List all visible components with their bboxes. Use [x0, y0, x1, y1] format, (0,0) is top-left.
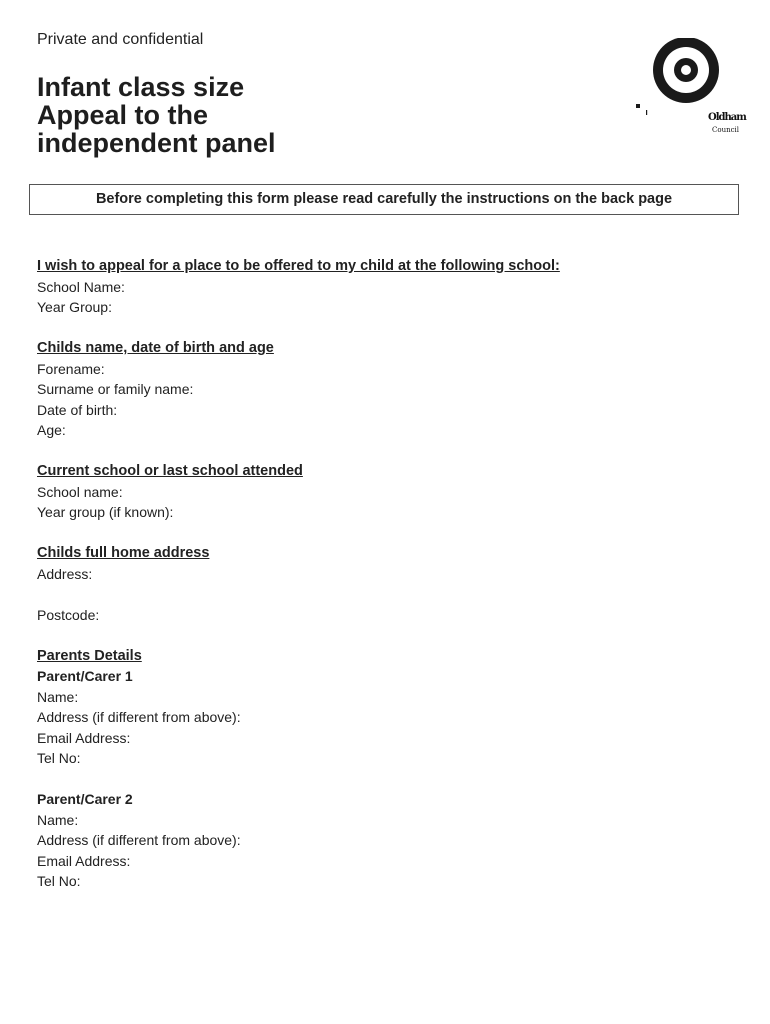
parent1-label: Parent/Carer 1: [37, 668, 133, 684]
surname-field[interactable]: Surname or family name:: [37, 381, 194, 397]
title-line: Infant class size: [37, 72, 245, 102]
spacer: [37, 769, 737, 790]
parent1-email-field[interactable]: Email Address:: [37, 729, 131, 746]
postcode-field[interactable]: Postcode:: [37, 606, 100, 623]
parents-section: [37, 646, 737, 892]
current-school-section: [37, 461, 737, 523]
year-group-field[interactable]: Year Group:: [37, 299, 112, 315]
parent1-name-field[interactable]: Name:: [37, 688, 79, 705]
school-section: [37, 256, 737, 318]
child-section: [37, 338, 737, 441]
parent2-email-field[interactable]: Email Address:: [37, 852, 131, 869]
page-title: [37, 73, 276, 157]
appeal-form: [37, 256, 737, 892]
confidential-label: Private and confidential: [37, 31, 204, 48]
spacer: [37, 584, 737, 605]
section-heading: Parents Details: [37, 647, 142, 664]
section-heading: I wish to appeal for a place to be offered to my child at the following school:: [37, 258, 560, 274]
spacer: [37, 523, 737, 544]
spacer: [37, 441, 737, 462]
title-line: Appeal to the: [37, 100, 209, 130]
current-year-group-field[interactable]: Year group (if known):: [37, 504, 174, 520]
parent2-label: Parent/Carer 2: [37, 791, 133, 807]
section-heading: Current school or last school attended: [37, 463, 303, 479]
address-field[interactable]: Address:: [37, 565, 93, 582]
parent1-tel-field[interactable]: Tel No:: [37, 750, 81, 766]
parent2-tel-field[interactable]: Tel No:: [37, 873, 81, 889]
address-section: [37, 543, 737, 625]
logo-subtitle: Council: [712, 126, 739, 134]
school-name-field[interactable]: School Name:: [37, 278, 125, 295]
forename-field[interactable]: Forename:: [37, 360, 105, 377]
instructions-notice: Before completing this form please read carefully the instructions on the back page: [29, 184, 739, 215]
spacer: [37, 625, 737, 646]
current-school-name-field[interactable]: School name:: [37, 483, 123, 500]
age-field[interactable]: Age:: [37, 422, 66, 438]
parent1-address-field[interactable]: Address (if different from above):: [37, 709, 241, 725]
section-heading: Childs full home address: [37, 545, 210, 561]
date-of-birth-field[interactable]: Date of birth:: [37, 401, 118, 418]
title-line: independent panel: [37, 128, 276, 158]
parent2-name-field[interactable]: Name:: [37, 811, 79, 828]
parent2-address-field[interactable]: Address (if different from above):: [37, 832, 241, 848]
spacer: [37, 318, 737, 339]
logo-name: Oldham: [708, 112, 746, 123]
council-logo-icon: [636, 38, 746, 138]
section-heading: Childs name, date of birth and age: [37, 340, 274, 356]
